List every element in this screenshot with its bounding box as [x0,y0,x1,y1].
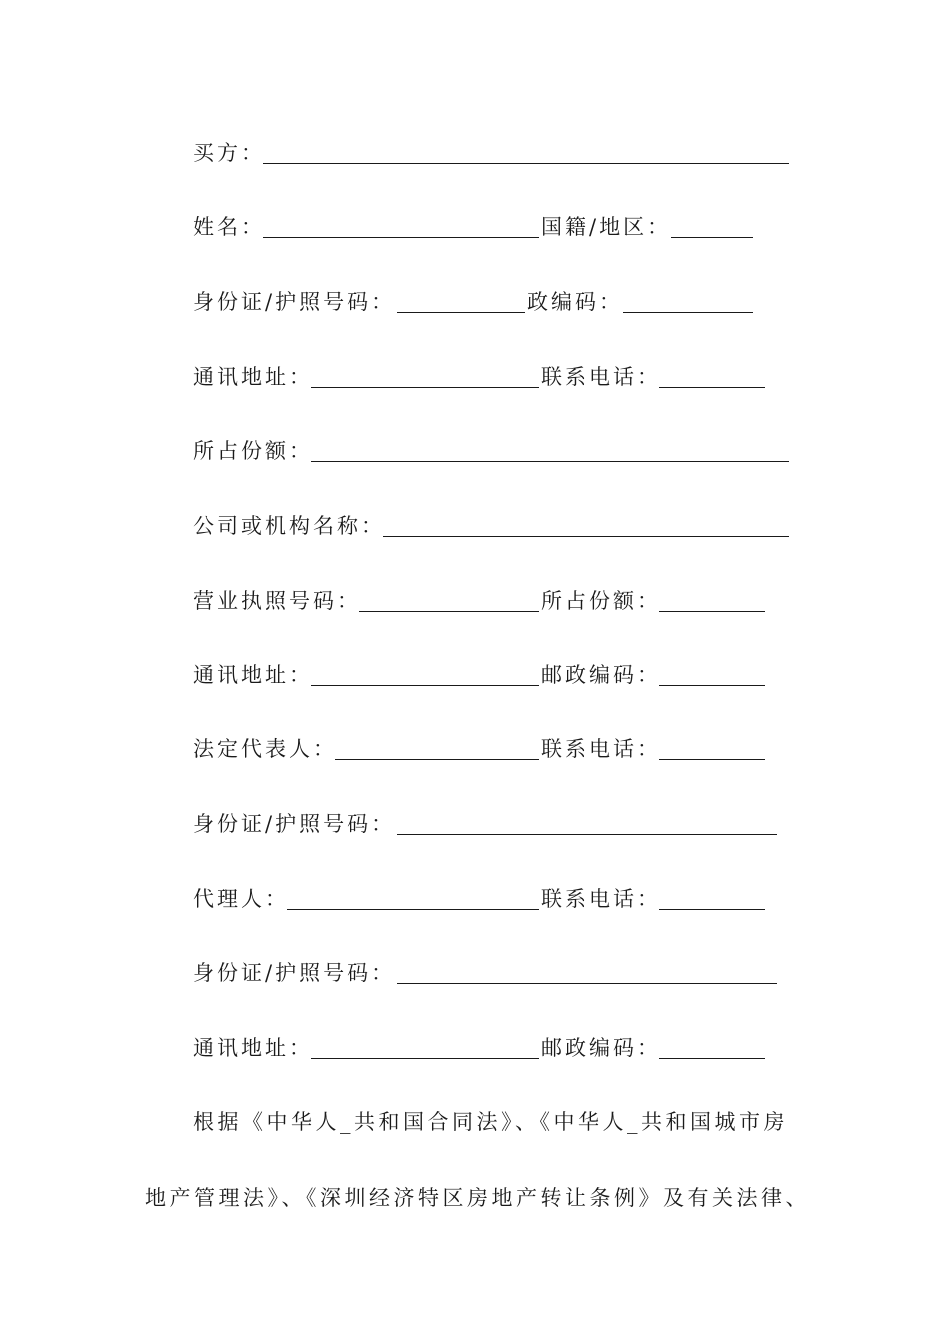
share-blank[interactable] [311,461,789,462]
share-label: 所占份额： [193,439,313,463]
phone-label: 联系电话： [541,365,661,389]
postcode3-blank[interactable] [659,1058,765,1059]
postcode2-blank[interactable] [659,685,765,686]
share2-blank[interactable] [659,611,765,612]
id3-blank[interactable] [397,983,777,984]
phone2-label: 联系电话： [541,737,661,761]
address-label: 通讯地址： [193,365,313,389]
nationality-blank[interactable] [671,237,753,238]
phone-blank[interactable] [659,387,765,388]
id2-blank[interactable] [397,834,777,835]
id-blank[interactable] [397,312,525,313]
id2-label: 身份证/护照号码： [193,812,396,836]
address2-blank[interactable] [311,685,539,686]
phone3-label: 联系电话： [541,887,661,911]
license-label: 营业执照号码： [193,589,361,613]
buyer-blank[interactable] [263,163,789,164]
address3-label: 通讯地址： [193,1036,313,1060]
postcode-label: 政编码： [527,290,623,314]
id-label: 身份证/护照号码： [193,290,396,314]
legal-rep-label: 法定代表人： [193,737,337,761]
name-blank[interactable] [263,237,539,238]
body-paragraph-line-1: 根据《中华人_共和国合同法》、《中华人_共和国城市房 [193,1110,788,1134]
address2-label: 通讯地址： [193,663,313,687]
nationality-label: 国籍/地区： [541,215,672,239]
phone2-blank[interactable] [659,759,765,760]
postcode-blank[interactable] [623,312,753,313]
name-label: 姓名： [193,215,265,239]
agent-label: 代理人： [193,887,289,911]
id3-label: 身份证/护照号码： [193,961,396,985]
postcode3-label: 邮政编码： [541,1036,661,1060]
postcode2-label: 邮政编码： [541,663,661,687]
address3-blank[interactable] [311,1058,539,1059]
body-paragraph-line-2: 地产管理法》、《深圳经济特区房地产转让条例》及有关法律、 [145,1186,810,1210]
legal-rep-blank[interactable] [335,759,539,760]
share2-label: 所占份额： [541,589,661,613]
phone3-blank[interactable] [659,909,765,910]
buyer-label: 买方： [193,141,265,165]
agent-blank[interactable] [287,909,539,910]
license-blank[interactable] [359,611,539,612]
company-blank[interactable] [383,536,789,537]
company-label: 公司或机构名称： [193,514,385,538]
address-blank[interactable] [311,387,539,388]
